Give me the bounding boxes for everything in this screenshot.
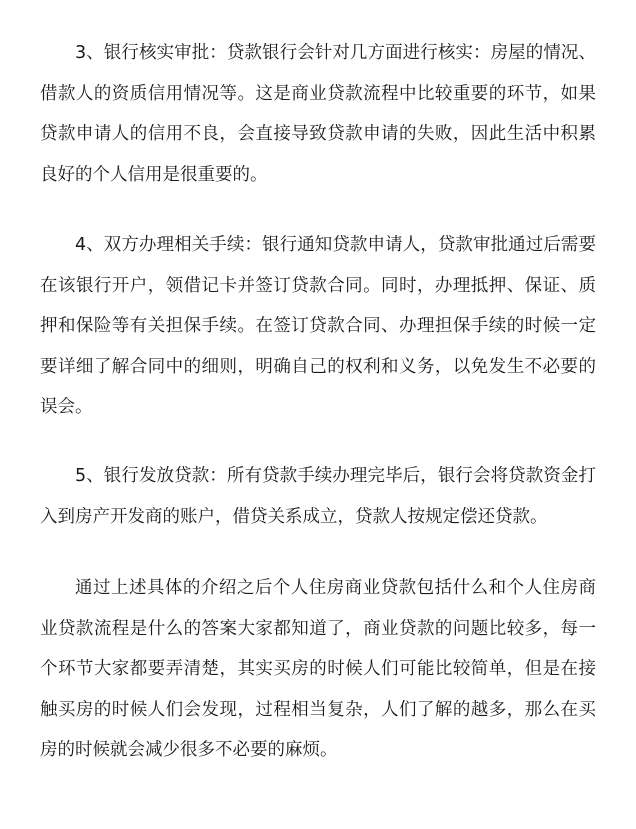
paragraph-loan-disbursement: 5、银行发放贷款：所有贷款手续办理完毕后，银行会将贷款资金打入到房产开发商的账户，借贷关系成立，贷款人按规定偿还贷款。 [40, 466, 596, 527]
paragraph-summary: 通过上述具体的介绍之后个人住房商业贷款包括什么和个人住房商业贷款流程是什么的答案大家都知道了，商业贷款的问题比较多，每一个环节大家都要弄清楚，其实买房的时候人们可能比较简单，但是在接触买房的时候人们会发现，过程相当复杂，人们了解的越多，那么在买房的时候就会减少很多不必要的麻烦。 [40, 578, 596, 760]
paragraph-procedures: 4、双方办理相关手续：银行通知贷款申请人，贷款审批通过后需要在该银行开户，领借记卡并签订贷款合同。同时，办理抵押、保证、质押和保险等有关担保手续。在签订贷款合同、办理担保手续的时候一定要详细了解合同中的细则，明确自己的权利和义务，以免发生不必要的误会。 [40, 235, 596, 417]
paragraph-bank-approval: 3、银行核实审批：贷款银行会针对几方面进行核实：房屋的情况、借款人的资质信用情况等。这是商业贷款流程中比较重要的环节，如果贷款申请人的信用不良，会直接导致贷款申请的失败，因此生活中积累良好的个人信用是很重要的。 [40, 43, 596, 185]
